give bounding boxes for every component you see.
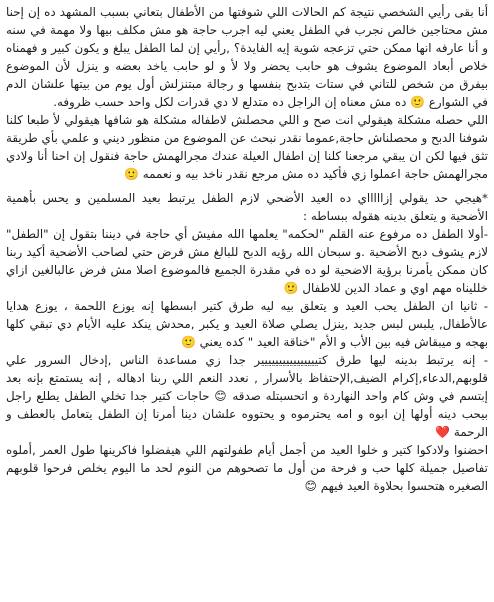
- post-paragraph-closing: احضنوا ولادكوا كتير و خلوا العيد من أجمل أيام طفولتهم اللي هيفضلوا فاكرينها طول العمر ,أملوه تفاصيل جميلة كلها حب و فرحة من أول ما تصحوهم من النوم لحد ما اليوم يخلص فرحوا قلوبهم الصغيره هتحسوا بحلاوة العيد فيهم 😊: [6, 443, 488, 493]
- post-paragraph-second-point: - ثانيا ان الطفل يحب العيد و يتعلق بيه ليه طرق كتير ابسطها إنه يوزع اللحمة ، يوزع هدايا عالأطفال, يلبس لبس جديد ,ينزل يصلي صلاة العيد و يكبر ,محدش ينكد عليه الأيام دي تبقي كلها بهجه و ميبقاش فيه بين الأب و الأم "خناقة العيد " كده يعني 🙂: [6, 299, 488, 349]
- post-paragraph-first-point: -أولا الطفل ده مرفوع عنه القلم "لحكمه" يعلمها الله مفيش أي حاجة في ديننا بتقول إن "الطفل" لازم يشوف دبح الأضحية .و سبحان الله رؤيه الدبح للبالغ مش فرض حتي لصاحب الأضحية أكيد ربنا كان ممكن يأمرنا برؤية الاضحية لو ده في مقدرة الجميع فالموضوع اصلا مش فرض عالبالغين ازاي خلليناه مهم اوي و عماد الدين للاطفال 🙂: [6, 227, 488, 295]
- post-paragraph-opinion: أنا بقى رأيي الشخصي نتيجة كم الحالات اللي شوفتها من الأطفال بتعاني بسبب المشهد ده إن إحنا مش محتاجين خالص نجرب في الطفل يعني ليه اجرب حاجة هو مش مكلف بيها ولا مهمة في سنه و أنا عارفه انها ممكن حتي تزعجه شوية إيه الفايدة؟ ,رأيي إن لما الطفل يبلغ و يكون كبير و فهمناه خلاص أبعاد الموضوع يشوف هو حابب يحضر ولا لأ و لو حابب ياخد بعضه و ينزل لأن الموضوع بيفرق من شخص للتاني في ستات بتدبح بنفسها و رجالة مبتنزلش أول يوم من بيتها علشان الدم في الشوارع 🙂 ده مش معناه إن الراجل ده متدلع لا دي قدرات لكل واحد حسب ظروفه.: [6, 5, 488, 109]
- post-paragraph-experience: اللي حصله مشكلة هيقولي انت صح و اللي محصلش لاطفاله مشكلة هو شافها هيقولي لأ طبعا كلنا شوفنا الدبح و محصلناش حاجة,عموما نقدر نبحث عن الموضوع من منظور ديني و علمي بأي طريقة تثق فيها لكن ان يبقي مرجعنا كلنا إن اطفال العيلة عندك مجرالهمش حاجة فنقول إن احنا أنا ولادي مجرالهمش حاجة اعملوا زي فأكيد ده مش مرجع نقدر ناخد بيه و نعممه 🙂: [6, 113, 488, 181]
- post-paragraph-question: *هيجي حد يقولي إزاااااي ده العيد الأضحي لازم الطفل يرتبط بعيد المسلمين و يحس بأهمية الأضحية و يتعلق بدينه هقوله ببساطه :: [6, 191, 488, 223]
- post-paragraph-third-point: - إنه يرتبط بدينه ليها طرق كتيييييييييييييييير جدا زي مساعدة الناس ,إدخال السرور علي قلوبهم,الدعاء,إكرام الضيف,الإحتفاظ بالأسرار , نعدد النعم اللي ربنا ادهاله , إنه يستمتع بإنه بعد إبتسم في وش كام واحد النهاردة و اتحسبتله صدقه 😊 حاجات كتير جدا تخلي الطفل يطلع راجل بيحب دينه أولها إن ابوه و امه يحترموه و يحتووه علشان دينا أمرنا إن الطفل يتعامل بالعطف و الرحمة ❤️: [6, 353, 488, 439]
